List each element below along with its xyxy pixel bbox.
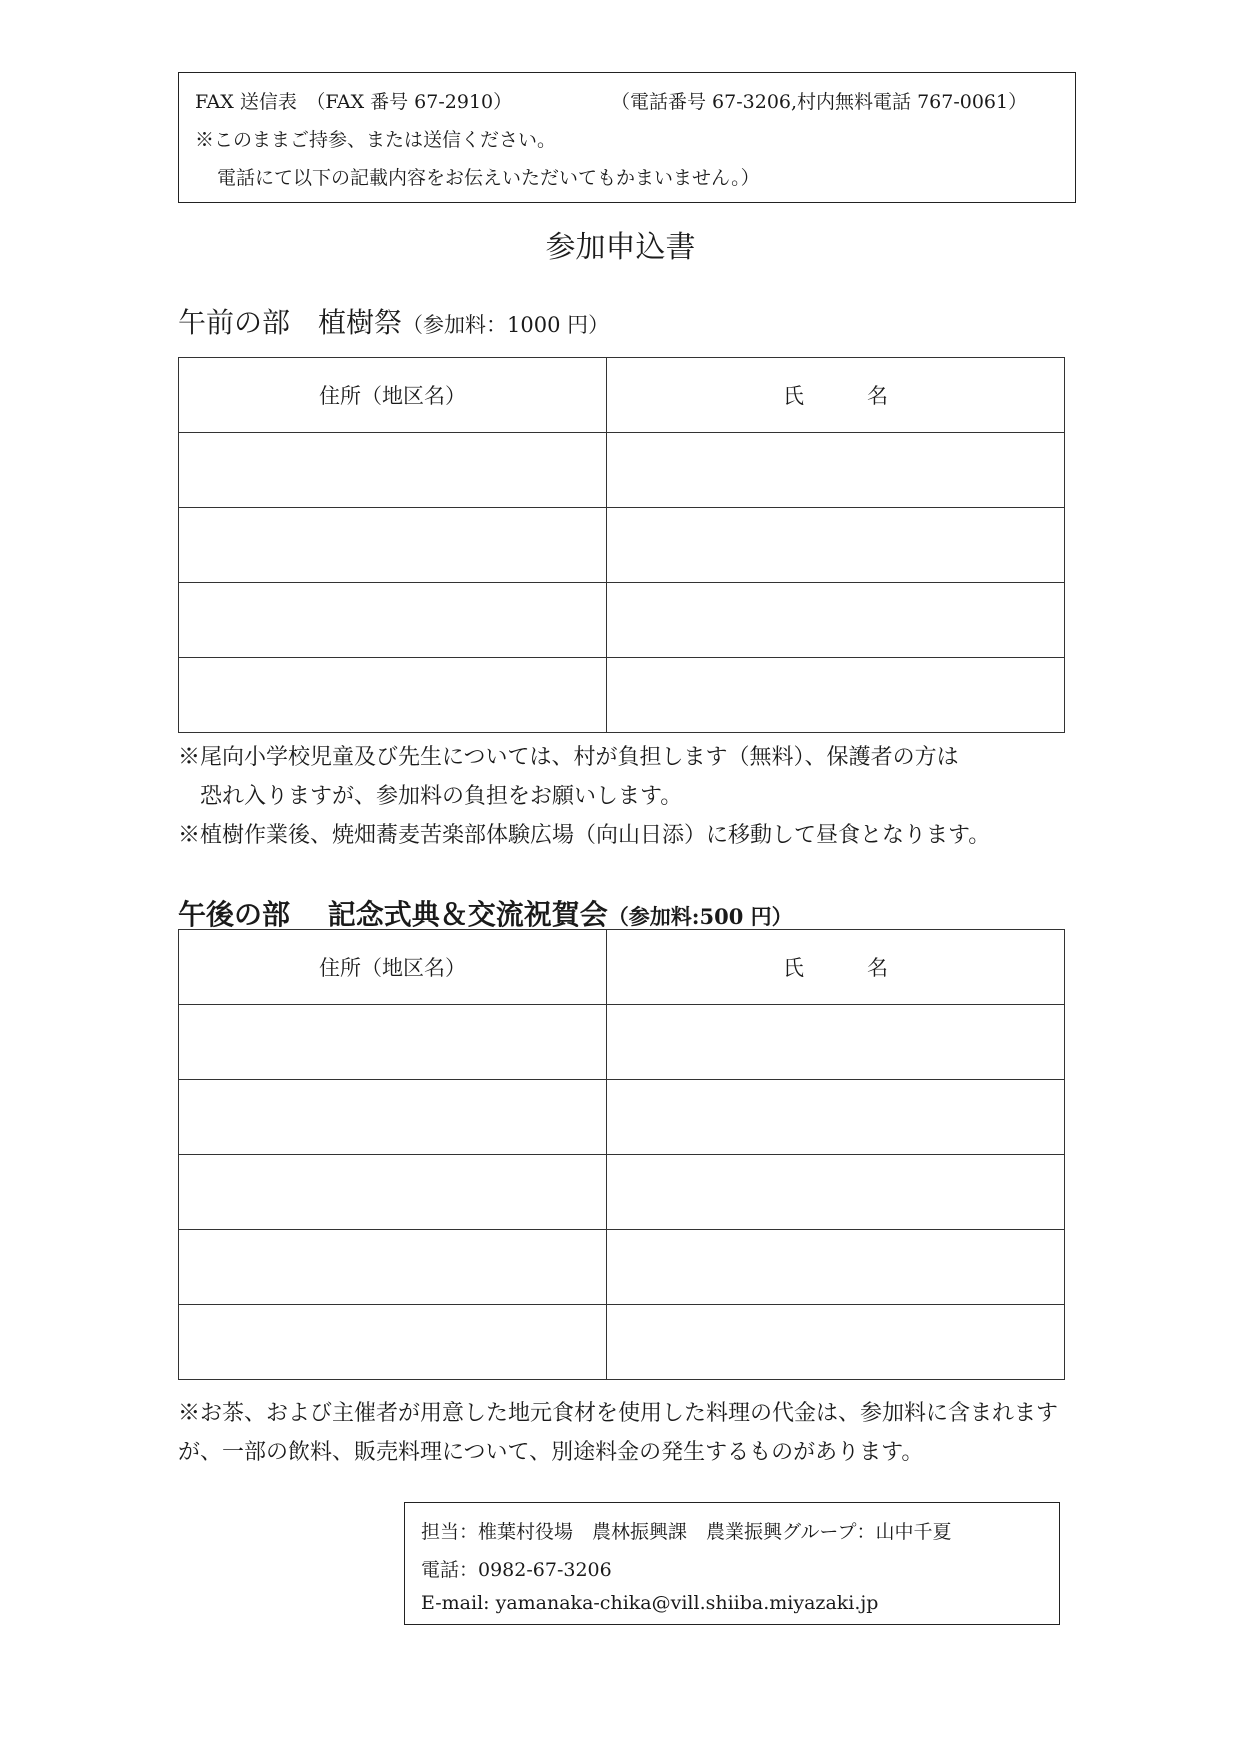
fax-info-box (178, 72, 1076, 203)
note-line: ※植樹作業後、焼畑蕎麦苦楽部体験広場（向山日添）に移動して昼食となります。 (178, 823, 991, 848)
table-row (179, 433, 1065, 508)
address-input-cell[interactable] (179, 1155, 607, 1230)
address-input-cell[interactable] (179, 1005, 607, 1080)
address-input-cell[interactable] (179, 508, 607, 583)
note-line: 恐れ入りますが、参加料の負担をお願いします。 (200, 784, 683, 809)
contact-phone-text: 電話：0982-67-3206 (421, 1559, 612, 1581)
address-input-cell[interactable] (179, 1230, 607, 1305)
contact-info-box (404, 1502, 1060, 1625)
name-input-cell[interactable] (607, 1155, 1065, 1230)
table-row (179, 508, 1065, 583)
table-row (179, 1230, 1065, 1305)
phone-number-text: （電話番号 67-3206,村内無料電話 767-0061） (611, 91, 1028, 113)
afternoon-section-heading (178, 893, 793, 933)
afternoon-heading-text: 午後の部 記念式典＆交流祝賀会 (178, 898, 608, 931)
name-input-cell[interactable] (607, 1305, 1065, 1380)
column-header-address: 住所（地区名） (179, 358, 607, 433)
table-header-row (179, 358, 1065, 433)
contact-person-text: 担当：椎葉村役場 農林振興課 農業振興グループ：山中千夏 (421, 1521, 952, 1543)
afternoon-registration-table (178, 929, 1065, 1380)
table-row (179, 1305, 1065, 1380)
table-row (179, 1005, 1065, 1080)
morning-fee-text: （参加料：1000 円） (402, 313, 610, 337)
name-input-cell[interactable] (607, 433, 1065, 508)
name-input-cell[interactable] (607, 1080, 1065, 1155)
table-row (179, 583, 1065, 658)
afternoon-fee-text: （参加料:500 円） (607, 904, 793, 929)
fax-phone-note-text: 電話にて以下の記載内容をお伝えいただいてもかまいません。） (217, 167, 760, 189)
column-header-name: 氏 名 (607, 358, 1065, 433)
morning-section-heading (178, 301, 609, 341)
fax-instruction-text: ※このままご持参、または送信ください。 (195, 129, 557, 151)
form-title: 参加申込書 (545, 230, 696, 265)
name-input-cell[interactable] (607, 1005, 1065, 1080)
address-input-cell[interactable] (179, 433, 607, 508)
morning-registration-table (178, 357, 1065, 733)
table-row (179, 658, 1065, 733)
address-input-cell[interactable] (179, 583, 607, 658)
address-input-cell[interactable] (179, 1080, 607, 1155)
morning-notes (178, 738, 1068, 855)
address-input-cell[interactable] (179, 658, 607, 733)
name-input-cell[interactable] (607, 583, 1065, 658)
name-input-cell[interactable] (607, 508, 1065, 583)
column-header-name: 氏 名 (607, 930, 1065, 1005)
table-row (179, 1080, 1065, 1155)
name-input-cell[interactable] (607, 658, 1065, 733)
table-row (179, 1155, 1065, 1230)
morning-heading-text: 午前の部 植樹祭 (178, 306, 403, 339)
contact-email-text: E-mail: yamanaka-chika@vill.shiiba.miyazaki.jp (421, 1592, 879, 1614)
table-header-row (179, 930, 1065, 1005)
fax-number-text: FAX 送信表 （FAX 番号 67-2910） (195, 91, 513, 113)
column-header-address: 住所（地区名） (179, 930, 607, 1005)
note-line: ※尾向小学校児童及び先生については、村が負担します（無料）、保護者の方は (178, 745, 959, 770)
address-input-cell[interactable] (179, 1305, 607, 1380)
afternoon-note: ※お茶、および主催者が用意した地元食材を使用した料理の代金は、参加料に含まれますが、一部の飲料、販売料理について、別途料金の発生するものがあります。 (178, 1401, 1059, 1465)
name-input-cell[interactable] (607, 1230, 1065, 1305)
